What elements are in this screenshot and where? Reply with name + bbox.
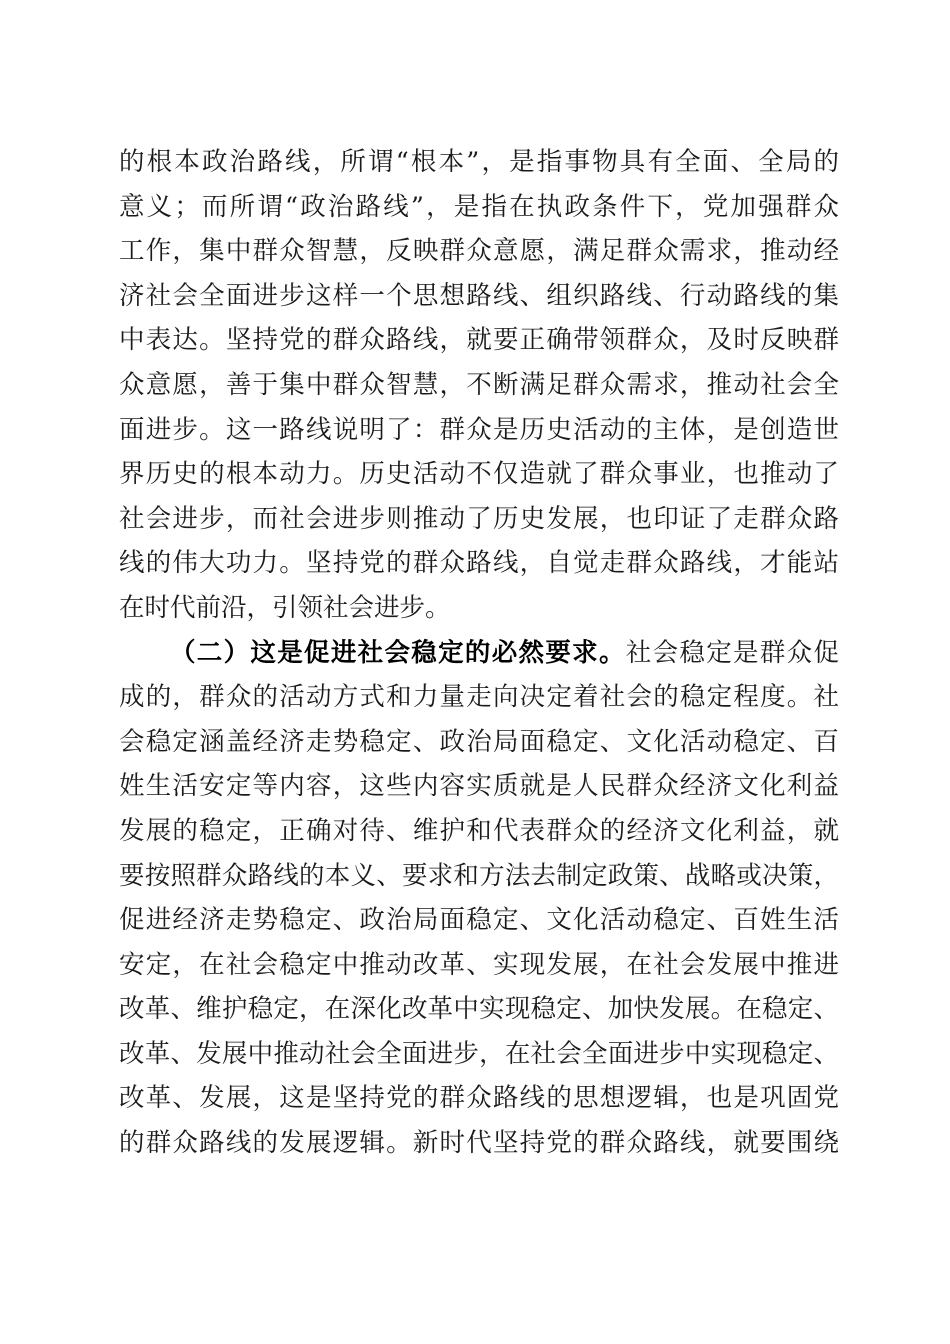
text-line: 会稳定涵盖经济走势稳定、政治局面稳定、文化活动稳定、百 [119, 726, 839, 757]
text-line: 改革、维护稳定，在深化改革中实现稳定、加快发展。在稳定、 [119, 994, 839, 1025]
text-line: 的根本政治路线，所谓“根本”，是指事物具有全面、全局的 [119, 147, 839, 177]
text-line: 工作，集中群众智慧，反映群众意愿，满足群众需求，推动经 [119, 236, 839, 267]
section-heading: （二）这是促进社会稳定的必然要求。 [170, 637, 626, 668]
text-line: 促进经济走势稳定、政治局面稳定、文化活动稳定、百姓生活 [119, 905, 839, 936]
text-line: 面进步。这一路线说明了：群众是历史活动的主体，是创造世 [119, 414, 839, 445]
text-line: 中表达。坚持党的群众路线，就要正确带领群众，及时反映群 [119, 325, 839, 356]
text-line: 安定，在社会稳定中推动改革、实现发展，在社会发展中推进 [119, 949, 839, 980]
text-line: 姓生活安定等内容，这些内容实质就是人民群众经济文化利益 [119, 771, 839, 802]
body-text [119, 140, 839, 1166]
text-line: 众意愿，善于集中群众智慧，不断满足群众需求，推动社会全 [119, 369, 839, 400]
text-line: 社会进步，而社会进步则推动了历史发展，也印证了走群众路 [119, 503, 839, 534]
text-line: 界历史的根本动力。历史活动不仅造就了群众事业，也推动了 [119, 459, 839, 490]
text-line: 要按照群众路线的本义、要求和方法去制定政策、战略或决策， [119, 860, 839, 891]
text-line: 济社会全面进步这样一个思想路线、组织路线、行动路线的集 [119, 280, 839, 311]
text-line: 改革、发展，这是坚持党的群众路线的思想逻辑，也是巩固党 [119, 1083, 839, 1114]
text-line: 改革、发展中推动社会全面进步，在社会全面进步中实现稳定、 [119, 1038, 839, 1069]
text-line: 意义；而所谓“政治路线”，是指在执政条件下，党加强群众 [119, 191, 839, 222]
text-run: 社会稳定是群众促 [625, 637, 839, 668]
text-line-last: 在时代前沿，引领社会进步。 [119, 592, 451, 623]
text-line: 发展的稳定，正确对待、维护和代表群众的经济文化利益，就 [119, 815, 839, 846]
text-line: 成的，群众的活动方式和力量走向决定着社会的稳定程度。社 [119, 682, 839, 713]
paragraph-1 [119, 140, 839, 631]
text-line-first [119, 631, 839, 676]
text-line: 的群众路线的发展逻辑。新时代坚持党的群众路线，就要围绕 [119, 1128, 839, 1159]
text-line: 线的伟大功力。坚持党的群众路线，自觉走群众路线，才能站 [119, 548, 839, 579]
paragraph-2 [119, 631, 839, 1166]
